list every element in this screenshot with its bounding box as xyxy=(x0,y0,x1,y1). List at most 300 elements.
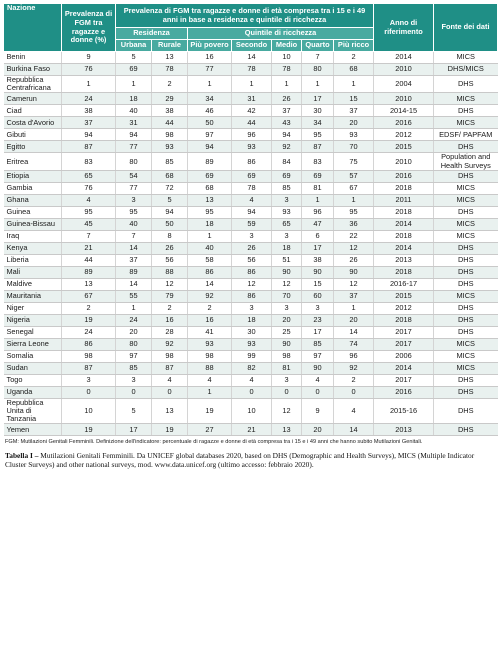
cell-fourth: 15 xyxy=(302,278,334,290)
table-row xyxy=(4,64,498,76)
cell-rural: 12 xyxy=(152,278,188,290)
cell-richest: 1 xyxy=(334,302,374,314)
cell-source: DHS xyxy=(434,76,498,93)
table-row xyxy=(4,254,498,266)
cell-middle: 3 xyxy=(272,302,302,314)
cell-year: 2018 xyxy=(374,230,434,242)
cell-prevalence: 1 xyxy=(62,76,116,93)
cell-poorest: 1 xyxy=(188,230,232,242)
cell-prevalence: 38 xyxy=(62,105,116,117)
cell-richest: 20 xyxy=(334,314,374,326)
cell-middle: 43 xyxy=(272,117,302,129)
cell-nation: Maldive xyxy=(4,278,62,290)
cell-richest: 36 xyxy=(334,218,374,230)
cell-rural: 4 xyxy=(152,374,188,386)
cell-richest: 96 xyxy=(334,350,374,362)
table-row xyxy=(4,278,498,290)
table-row xyxy=(4,141,498,153)
cell-middle: 90 xyxy=(272,266,302,278)
cell-rural: 50 xyxy=(152,218,188,230)
cell-year: 2016-17 xyxy=(374,278,434,290)
cell-poorest: 2 xyxy=(188,302,232,314)
cell-middle: 13 xyxy=(272,424,302,436)
cell-prevalence: 67 xyxy=(62,290,116,302)
cell-richest: 20 xyxy=(334,117,374,129)
cell-year: 2018 xyxy=(374,266,434,278)
cell-richest: 1 xyxy=(334,76,374,93)
cell-second: 44 xyxy=(232,117,272,129)
cell-fourth: 4 xyxy=(302,374,334,386)
cell-middle: 12 xyxy=(272,398,302,424)
cell-middle: 12 xyxy=(272,278,302,290)
table-row xyxy=(4,170,498,182)
cell-fourth: 0 xyxy=(302,386,334,398)
cell-rural: 16 xyxy=(152,314,188,326)
cell-second: 42 xyxy=(232,105,272,117)
cell-prevalence: 19 xyxy=(62,314,116,326)
cell-nation: Burkina Faso xyxy=(4,64,62,76)
cell-second: 18 xyxy=(232,314,272,326)
cell-rural: 78 xyxy=(152,64,188,76)
cell-nation: Gibuti xyxy=(4,129,62,141)
cell-rural: 2 xyxy=(152,76,188,93)
cell-fourth: 1 xyxy=(302,194,334,206)
table-row xyxy=(4,105,498,117)
cell-middle: 20 xyxy=(272,314,302,326)
cell-poorest: 34 xyxy=(188,93,232,105)
table-row xyxy=(4,182,498,194)
cell-urban: 85 xyxy=(116,362,152,374)
cell-poorest: 19 xyxy=(188,398,232,424)
table-row xyxy=(4,314,498,326)
cell-year: 2012 xyxy=(374,129,434,141)
table-row xyxy=(4,302,498,314)
cell-second: 31 xyxy=(232,93,272,105)
cell-second: 12 xyxy=(232,278,272,290)
cell-nation: Repubblica Unita di Tanzania xyxy=(4,398,62,424)
cell-fourth: 80 xyxy=(302,64,334,76)
table-row xyxy=(4,386,498,398)
cell-urban: 37 xyxy=(116,254,152,266)
cell-fourth: 87 xyxy=(302,141,334,153)
cell-fourth: 90 xyxy=(302,266,334,278)
header-residence: Residenza xyxy=(116,28,188,40)
cell-middle: 70 xyxy=(272,290,302,302)
header-prevalence: Prevalenza di FGM tra ragazze e donne (%) xyxy=(62,4,116,52)
cell-richest: 0 xyxy=(334,386,374,398)
cell-rural: 88 xyxy=(152,266,188,278)
cell-nation: Liberia xyxy=(4,254,62,266)
cell-prevalence: 87 xyxy=(62,141,116,153)
header-richest: Più ricco xyxy=(334,40,374,52)
cell-rural: 29 xyxy=(152,93,188,105)
caption-text: Mutilazioni Genitali Femminili. Da UNICEF global databases 2020, based on DHS (Demographic and Health Surveys), MICS (Multiple Indicator Cluster Surveys) and other national surveys, mod. www.data.unicef.org (ultimo accesso: febbraio 2020). xyxy=(5,451,475,470)
cell-richest: 67 xyxy=(334,182,374,194)
cell-rural: 13 xyxy=(152,398,188,424)
cell-middle: 51 xyxy=(272,254,302,266)
cell-nation: Costa d'Avorio xyxy=(4,117,62,129)
cell-richest: 14 xyxy=(334,326,374,338)
cell-urban: 40 xyxy=(116,105,152,117)
cell-source: DHS xyxy=(434,254,498,266)
cell-nation: Repubblica Centrafricana xyxy=(4,76,62,93)
cell-source: DHS xyxy=(434,386,498,398)
cell-second: 78 xyxy=(232,182,272,194)
cell-richest: 15 xyxy=(334,93,374,105)
cell-source: MICS xyxy=(434,362,498,374)
cell-second: 21 xyxy=(232,424,272,436)
cell-rural: 5 xyxy=(152,194,188,206)
cell-rural: 79 xyxy=(152,290,188,302)
caption-label: Tabella I – xyxy=(5,451,39,461)
cell-second: 93 xyxy=(232,141,272,153)
cell-source: DHS/MICS xyxy=(434,64,498,76)
table-row xyxy=(4,117,498,129)
cell-nation: Guinea xyxy=(4,206,62,218)
cell-fourth: 34 xyxy=(302,117,334,129)
cell-richest: 74 xyxy=(334,338,374,350)
cell-nation: Mauritania xyxy=(4,290,62,302)
cell-second: 3 xyxy=(232,230,272,242)
header-quintile: Quintile di ricchezza xyxy=(188,28,374,40)
cell-poorest: 13 xyxy=(188,194,232,206)
cell-prevalence: 87 xyxy=(62,362,116,374)
cell-source: DHS xyxy=(434,326,498,338)
cell-urban: 7 xyxy=(116,230,152,242)
cell-nation: Somalia xyxy=(4,350,62,362)
cell-richest: 26 xyxy=(334,254,374,266)
cell-prevalence: 9 xyxy=(62,52,116,64)
cell-middle: 10 xyxy=(272,52,302,64)
cell-year: 2010 xyxy=(374,93,434,105)
cell-poorest: 27 xyxy=(188,424,232,436)
cell-richest: 95 xyxy=(334,206,374,218)
cell-second: 14 xyxy=(232,52,272,64)
cell-second: 86 xyxy=(232,290,272,302)
cell-prevalence: 45 xyxy=(62,218,116,230)
cell-source: DHS xyxy=(434,398,498,424)
cell-middle: 90 xyxy=(272,338,302,350)
cell-richest: 93 xyxy=(334,129,374,141)
table-row xyxy=(4,424,498,436)
cell-source: MICS xyxy=(434,182,498,194)
cell-middle: 25 xyxy=(272,326,302,338)
table-row xyxy=(4,242,498,254)
cell-source: EDSF/ PAPFAM xyxy=(434,129,498,141)
cell-rural: 8 xyxy=(152,230,188,242)
cell-middle: 92 xyxy=(272,141,302,153)
cell-poorest: 88 xyxy=(188,362,232,374)
table-body xyxy=(4,52,498,436)
cell-fourth: 9 xyxy=(302,398,334,424)
header-rural: Rurale xyxy=(152,40,188,52)
cell-year: 2010 xyxy=(374,153,434,170)
cell-year: 2017 xyxy=(374,326,434,338)
cell-source: MICS xyxy=(434,338,498,350)
cell-source: DHS xyxy=(434,278,498,290)
cell-poorest: 14 xyxy=(188,278,232,290)
cell-poorest: 41 xyxy=(188,326,232,338)
cell-urban: 1 xyxy=(116,302,152,314)
cell-nation: Senegal xyxy=(4,326,62,338)
table-row xyxy=(4,153,498,170)
cell-prevalence: 86 xyxy=(62,338,116,350)
cell-fourth: 6 xyxy=(302,230,334,242)
cell-year: 2010 xyxy=(374,64,434,76)
cell-year: 2015-16 xyxy=(374,398,434,424)
cell-prevalence: 76 xyxy=(62,64,116,76)
table-row xyxy=(4,129,498,141)
table-row xyxy=(4,218,498,230)
cell-fourth: 30 xyxy=(302,105,334,117)
cell-middle: 3 xyxy=(272,230,302,242)
cell-year: 2014 xyxy=(374,362,434,374)
header-second: Secondo xyxy=(232,40,272,52)
cell-urban: 31 xyxy=(116,117,152,129)
cell-fourth: 23 xyxy=(302,314,334,326)
cell-urban: 20 xyxy=(116,326,152,338)
header-middle: Medio xyxy=(272,40,302,52)
cell-second: 4 xyxy=(232,194,272,206)
cell-prevalence: 21 xyxy=(62,242,116,254)
cell-source: DHS xyxy=(434,141,498,153)
cell-source: Population and Health Surveys xyxy=(434,153,498,170)
cell-prevalence: 7 xyxy=(62,230,116,242)
cell-rural: 19 xyxy=(152,424,188,436)
cell-source: MICS xyxy=(434,93,498,105)
cell-poorest: 16 xyxy=(188,52,232,64)
table-row xyxy=(4,76,498,93)
cell-second: 56 xyxy=(232,254,272,266)
cell-nation: Niger xyxy=(4,302,62,314)
cell-rural: 38 xyxy=(152,105,188,117)
cell-nation: Egitto xyxy=(4,141,62,153)
cell-urban: 14 xyxy=(116,278,152,290)
cell-richest: 68 xyxy=(334,64,374,76)
cell-fourth: 3 xyxy=(302,302,334,314)
cell-year: 2013 xyxy=(374,254,434,266)
cell-source: MICS xyxy=(434,194,498,206)
cell-rural: 44 xyxy=(152,117,188,129)
cell-source: DHS xyxy=(434,302,498,314)
cell-urban: 24 xyxy=(116,314,152,326)
cell-source: DHS xyxy=(434,170,498,182)
cell-source: DHS xyxy=(434,206,498,218)
header-year: Anno di riferimento xyxy=(374,4,434,52)
cell-nation: Ghana xyxy=(4,194,62,206)
header-urban: Urbana xyxy=(116,40,152,52)
cell-prevalence: 2 xyxy=(62,302,116,314)
cell-richest: 92 xyxy=(334,362,374,374)
cell-year: 2012 xyxy=(374,302,434,314)
cell-year: 2014 xyxy=(374,218,434,230)
cell-nation: Guinea-Bissau xyxy=(4,218,62,230)
cell-nation: Kenya xyxy=(4,242,62,254)
cell-source: MICS xyxy=(434,52,498,64)
cell-second: 59 xyxy=(232,218,272,230)
cell-second: 4 xyxy=(232,374,272,386)
cell-second: 69 xyxy=(232,170,272,182)
cell-poorest: 93 xyxy=(188,338,232,350)
cell-prevalence: 44 xyxy=(62,254,116,266)
cell-prevalence: 19 xyxy=(62,424,116,436)
cell-year: 2004 xyxy=(374,76,434,93)
cell-year: 2017 xyxy=(374,338,434,350)
cell-second: 0 xyxy=(232,386,272,398)
cell-middle: 65 xyxy=(272,218,302,230)
cell-prevalence: 10 xyxy=(62,398,116,424)
cell-second: 82 xyxy=(232,362,272,374)
cell-year: 2018 xyxy=(374,206,434,218)
cell-fourth: 47 xyxy=(302,218,334,230)
cell-richest: 22 xyxy=(334,230,374,242)
cell-year: 2014-15 xyxy=(374,105,434,117)
cell-poorest: 95 xyxy=(188,206,232,218)
cell-fourth: 38 xyxy=(302,254,334,266)
cell-middle: 98 xyxy=(272,350,302,362)
cell-source: MICS xyxy=(434,117,498,129)
cell-middle: 26 xyxy=(272,93,302,105)
cell-urban: 89 xyxy=(116,266,152,278)
table-note: FGM: Mutilazioni Genitali Femminili. Definizione dell'indicatore: percentuale di ragazze e donne di età compresa tra i 15 e i 49 anni che hanno subito Mutilazioni Genitali. xyxy=(5,439,423,446)
cell-second: 86 xyxy=(232,266,272,278)
cell-richest: 2 xyxy=(334,374,374,386)
cell-urban: 80 xyxy=(116,153,152,170)
cell-second: 10 xyxy=(232,398,272,424)
header-fourth: Quarto xyxy=(302,40,334,52)
cell-second: 96 xyxy=(232,129,272,141)
table-row xyxy=(4,52,498,64)
cell-source: DHS xyxy=(434,314,498,326)
cell-fourth: 85 xyxy=(302,338,334,350)
cell-fourth: 96 xyxy=(302,206,334,218)
cell-richest: 37 xyxy=(334,105,374,117)
cell-poorest: 97 xyxy=(188,129,232,141)
header-nation: Nazione xyxy=(4,4,62,52)
cell-rural: 0 xyxy=(152,386,188,398)
cell-richest: 12 xyxy=(334,278,374,290)
table-row xyxy=(4,230,498,242)
cell-fourth: 95 xyxy=(302,129,334,141)
table-row xyxy=(4,194,498,206)
cell-fourth: 97 xyxy=(302,350,334,362)
cell-rural: 98 xyxy=(152,129,188,141)
cell-poorest: 16 xyxy=(188,314,232,326)
cell-year: 2013 xyxy=(374,424,434,436)
cell-middle: 81 xyxy=(272,362,302,374)
cell-nation: Ciad xyxy=(4,105,62,117)
fgm-table xyxy=(3,3,498,436)
cell-year: 2017 xyxy=(374,374,434,386)
cell-prevalence: 83 xyxy=(62,153,116,170)
cell-richest: 90 xyxy=(334,266,374,278)
cell-nation: Gambia xyxy=(4,182,62,194)
cell-source: DHS xyxy=(434,424,498,436)
cell-fourth: 7 xyxy=(302,52,334,64)
cell-rural: 72 xyxy=(152,182,188,194)
cell-middle: 1 xyxy=(272,76,302,93)
cell-second: 26 xyxy=(232,242,272,254)
cell-poorest: 40 xyxy=(188,242,232,254)
cell-second: 78 xyxy=(232,64,272,76)
cell-rural: 87 xyxy=(152,362,188,374)
cell-year: 2016 xyxy=(374,170,434,182)
cell-year: 2011 xyxy=(374,194,434,206)
cell-year: 2016 xyxy=(374,117,434,129)
cell-middle: 85 xyxy=(272,182,302,194)
cell-prevalence: 0 xyxy=(62,386,116,398)
cell-middle: 84 xyxy=(272,153,302,170)
cell-rural: 13 xyxy=(152,52,188,64)
cell-prevalence: 24 xyxy=(62,326,116,338)
cell-richest: 70 xyxy=(334,141,374,153)
cell-poorest: 1 xyxy=(188,76,232,93)
cell-urban: 69 xyxy=(116,64,152,76)
cell-nation: Togo xyxy=(4,374,62,386)
cell-year: 2015 xyxy=(374,290,434,302)
cell-source: DHS xyxy=(434,105,498,117)
cell-source: MICS xyxy=(434,350,498,362)
cell-urban: 95 xyxy=(116,206,152,218)
cell-urban: 55 xyxy=(116,290,152,302)
cell-urban: 3 xyxy=(116,194,152,206)
cell-poorest: 89 xyxy=(188,153,232,170)
cell-poorest: 69 xyxy=(188,170,232,182)
cell-nation: Iraq xyxy=(4,230,62,242)
cell-middle: 3 xyxy=(272,374,302,386)
cell-nation: Uganda xyxy=(4,386,62,398)
cell-richest: 4 xyxy=(334,398,374,424)
cell-urban: 14 xyxy=(116,242,152,254)
cell-nation: Eritrea xyxy=(4,153,62,170)
cell-rural: 26 xyxy=(152,242,188,254)
cell-fourth: 81 xyxy=(302,182,334,194)
cell-second: 3 xyxy=(232,302,272,314)
cell-second: 1 xyxy=(232,76,272,93)
cell-middle: 37 xyxy=(272,105,302,117)
cell-poorest: 50 xyxy=(188,117,232,129)
cell-middle: 18 xyxy=(272,242,302,254)
cell-poorest: 18 xyxy=(188,218,232,230)
cell-year: 2014 xyxy=(374,242,434,254)
cell-second: 99 xyxy=(232,350,272,362)
cell-prevalence: 3 xyxy=(62,374,116,386)
cell-urban: 80 xyxy=(116,338,152,350)
cell-urban: 1 xyxy=(116,76,152,93)
cell-second: 94 xyxy=(232,206,272,218)
cell-nation: Mali xyxy=(4,266,62,278)
cell-richest: 37 xyxy=(334,290,374,302)
cell-source: MICS xyxy=(434,218,498,230)
table-row xyxy=(4,206,498,218)
cell-poorest: 46 xyxy=(188,105,232,117)
cell-year: 2014 xyxy=(374,52,434,64)
cell-urban: 40 xyxy=(116,218,152,230)
table-caption xyxy=(3,451,497,469)
cell-richest: 14 xyxy=(334,424,374,436)
cell-rural: 92 xyxy=(152,338,188,350)
cell-poorest: 77 xyxy=(188,64,232,76)
cell-richest: 12 xyxy=(334,242,374,254)
cell-prevalence: 4 xyxy=(62,194,116,206)
cell-middle: 3 xyxy=(272,194,302,206)
cell-urban: 77 xyxy=(116,141,152,153)
cell-second: 30 xyxy=(232,326,272,338)
cell-poorest: 86 xyxy=(188,266,232,278)
cell-urban: 54 xyxy=(116,170,152,182)
cell-poorest: 1 xyxy=(188,386,232,398)
cell-urban: 3 xyxy=(116,374,152,386)
